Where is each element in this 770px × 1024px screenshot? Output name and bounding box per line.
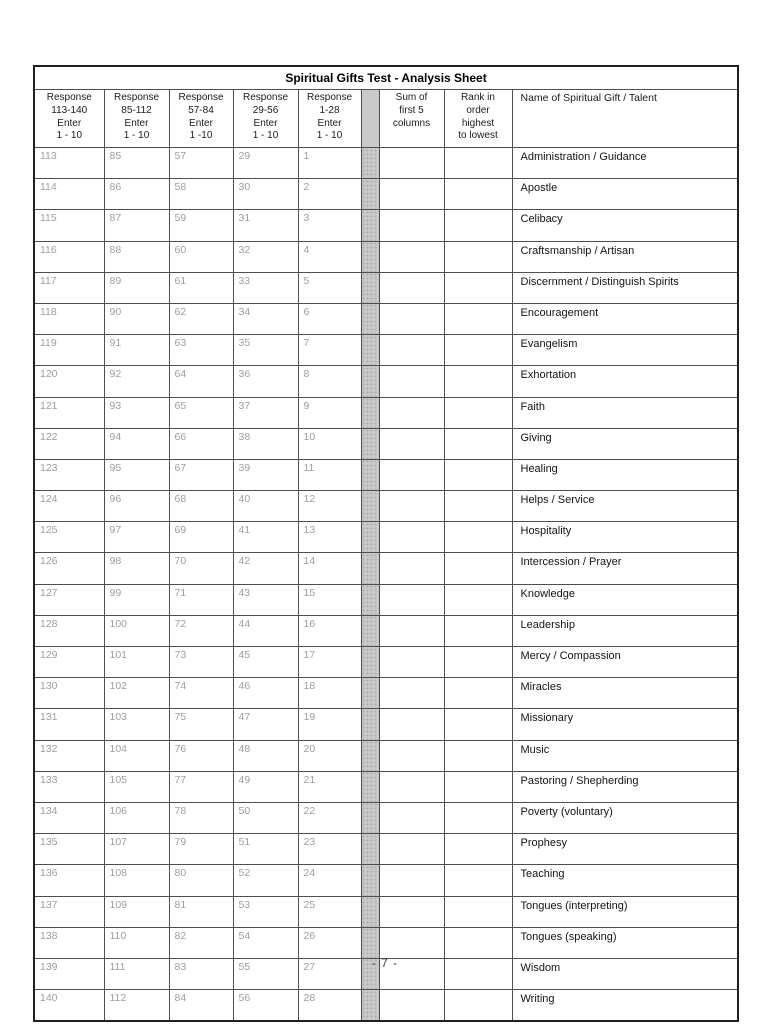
sum-entry-cell — [379, 179, 444, 210]
response-number-cell: 57 — [169, 148, 233, 179]
table-row — [34, 303, 738, 334]
gift-name-cell: Apostle — [512, 179, 738, 210]
table-row — [34, 428, 738, 459]
response-number-cell: 138 — [34, 927, 104, 958]
gift-name-cell: Pastoring / Shepherding — [512, 771, 738, 802]
header-response-29-56: Response 29-56 Enter 1 - 10 — [233, 90, 298, 148]
sum-entry-cell — [379, 522, 444, 553]
gift-name-cell: Intercession / Prayer — [512, 553, 738, 584]
response-number-cell: 81 — [169, 896, 233, 927]
response-number-cell: 103 — [104, 709, 169, 740]
rank-entry-cell — [444, 678, 512, 709]
response-number-cell: 8 — [298, 366, 361, 397]
shaded-divider-cell — [361, 896, 379, 927]
response-number-cell: 136 — [34, 865, 104, 896]
shaded-divider-cell — [361, 865, 379, 896]
response-number-cell: 137 — [34, 896, 104, 927]
response-number-cell: 47 — [233, 709, 298, 740]
sum-entry-cell — [379, 366, 444, 397]
response-number-cell: 83 — [169, 958, 233, 989]
sum-entry-cell — [379, 584, 444, 615]
shaded-divider-cell — [361, 428, 379, 459]
shaded-divider-cell — [361, 522, 379, 553]
sum-entry-cell — [379, 678, 444, 709]
shaded-divider-cell — [361, 553, 379, 584]
rank-entry-cell — [444, 709, 512, 740]
response-number-cell: 96 — [104, 491, 169, 522]
response-number-cell: 54 — [233, 927, 298, 958]
shaded-divider-cell — [361, 459, 379, 490]
response-number-cell: 38 — [233, 428, 298, 459]
response-number-cell: 78 — [169, 802, 233, 833]
response-number-cell: 121 — [34, 397, 104, 428]
header-sum-of-first-5: Sum of first 5 columns — [379, 90, 444, 148]
response-number-cell: 93 — [104, 397, 169, 428]
response-number-cell: 128 — [34, 615, 104, 646]
sum-entry-cell — [379, 397, 444, 428]
table-title: Spiritual Gifts Test - Analysis Sheet — [34, 66, 738, 90]
rank-entry-cell — [444, 179, 512, 210]
shaded-divider-cell — [361, 834, 379, 865]
response-number-cell: 43 — [233, 584, 298, 615]
table-row — [34, 522, 738, 553]
sum-entry-cell — [379, 834, 444, 865]
response-number-cell: 127 — [34, 584, 104, 615]
shaded-divider-cell — [361, 491, 379, 522]
header-response-85-112: Response 85-112 Enter 1 - 10 — [104, 90, 169, 148]
sum-entry-cell — [379, 802, 444, 833]
response-number-cell: 42 — [233, 553, 298, 584]
sum-entry-cell — [379, 709, 444, 740]
response-number-cell: 18 — [298, 678, 361, 709]
response-number-cell: 39 — [233, 459, 298, 490]
gift-name-cell: Hospitality — [512, 522, 738, 553]
table-row — [34, 802, 738, 833]
response-number-cell: 46 — [233, 678, 298, 709]
sum-entry-cell — [379, 303, 444, 334]
table-row — [34, 647, 738, 678]
gift-name-cell: Tongues (interpreting) — [512, 896, 738, 927]
response-number-cell: 106 — [104, 802, 169, 833]
response-number-cell: 79 — [169, 834, 233, 865]
rank-entry-cell — [444, 771, 512, 802]
response-number-cell: 17 — [298, 647, 361, 678]
shaded-divider-cell — [361, 303, 379, 334]
shaded-divider-cell — [361, 740, 379, 771]
table-row — [34, 366, 738, 397]
response-number-cell: 134 — [34, 802, 104, 833]
response-number-cell: 82 — [169, 927, 233, 958]
response-number-cell: 120 — [34, 366, 104, 397]
table-row — [34, 834, 738, 865]
table-row — [34, 771, 738, 802]
sum-entry-cell — [379, 896, 444, 927]
sum-entry-cell — [379, 990, 444, 1022]
response-number-cell: 6 — [298, 303, 361, 334]
table-row — [34, 335, 738, 366]
response-number-cell: 44 — [233, 615, 298, 646]
response-number-cell: 102 — [104, 678, 169, 709]
table-row — [34, 210, 738, 241]
response-number-cell: 124 — [34, 491, 104, 522]
sum-entry-cell — [379, 428, 444, 459]
gift-name-cell: Missionary — [512, 709, 738, 740]
response-number-cell: 125 — [34, 522, 104, 553]
response-number-cell: 89 — [104, 272, 169, 303]
rank-entry-cell — [444, 241, 512, 272]
table-row — [34, 397, 738, 428]
gift-name-cell: Knowledge — [512, 584, 738, 615]
table-row — [34, 179, 738, 210]
response-number-cell: 31 — [233, 210, 298, 241]
response-number-cell: 95 — [104, 459, 169, 490]
response-number-cell: 35 — [233, 335, 298, 366]
response-number-cell: 132 — [34, 740, 104, 771]
response-number-cell: 104 — [104, 740, 169, 771]
response-number-cell: 64 — [169, 366, 233, 397]
gift-name-cell: Poverty (voluntary) — [512, 802, 738, 833]
response-number-cell: 7 — [298, 335, 361, 366]
response-number-cell: 123 — [34, 459, 104, 490]
rank-entry-cell — [444, 366, 512, 397]
rank-entry-cell — [444, 428, 512, 459]
response-number-cell: 87 — [104, 210, 169, 241]
response-number-cell: 67 — [169, 459, 233, 490]
rank-entry-cell — [444, 615, 512, 646]
response-number-cell: 113 — [34, 148, 104, 179]
response-number-cell: 63 — [169, 335, 233, 366]
shaded-divider-cell — [361, 272, 379, 303]
rank-entry-cell — [444, 397, 512, 428]
gift-name-cell: Healing — [512, 459, 738, 490]
sum-entry-cell — [379, 740, 444, 771]
response-number-cell: 130 — [34, 678, 104, 709]
response-number-cell: 56 — [233, 990, 298, 1022]
rank-entry-cell — [444, 491, 512, 522]
gift-name-cell: Evangelism — [512, 335, 738, 366]
sum-entry-cell — [379, 335, 444, 366]
response-number-cell: 16 — [298, 615, 361, 646]
response-number-cell: 11 — [298, 459, 361, 490]
response-number-cell: 112 — [104, 990, 169, 1022]
shaded-divider-cell — [361, 210, 379, 241]
response-number-cell: 27 — [298, 958, 361, 989]
response-number-cell: 91 — [104, 335, 169, 366]
response-number-cell: 1 — [298, 148, 361, 179]
header-response-1-28: Response 1-28 Enter 1 - 10 — [298, 90, 361, 148]
table-row — [34, 148, 738, 179]
response-number-cell: 61 — [169, 272, 233, 303]
response-number-cell: 26 — [298, 927, 361, 958]
response-number-cell: 69 — [169, 522, 233, 553]
response-number-cell: 100 — [104, 615, 169, 646]
response-number-cell: 126 — [34, 553, 104, 584]
response-number-cell: 92 — [104, 366, 169, 397]
gift-name-cell: Music — [512, 740, 738, 771]
shaded-divider-cell — [361, 678, 379, 709]
spiritual-gifts-analysis-table — [33, 65, 739, 1022]
response-number-cell: 129 — [34, 647, 104, 678]
shaded-divider-cell — [361, 615, 379, 646]
response-number-cell: 94 — [104, 428, 169, 459]
gift-name-cell: Leadership — [512, 615, 738, 646]
rank-entry-cell — [444, 740, 512, 771]
shaded-divider-cell — [361, 366, 379, 397]
response-number-cell: 105 — [104, 771, 169, 802]
response-number-cell: 41 — [233, 522, 298, 553]
response-number-cell: 40 — [233, 491, 298, 522]
gift-name-cell: Teaching — [512, 865, 738, 896]
response-number-cell: 22 — [298, 802, 361, 833]
shaded-divider-cell — [361, 709, 379, 740]
table-row — [34, 459, 738, 490]
response-number-cell: 133 — [34, 771, 104, 802]
sum-entry-cell — [379, 553, 444, 584]
response-number-cell: 49 — [233, 771, 298, 802]
table-row — [34, 927, 738, 958]
rank-entry-cell — [444, 303, 512, 334]
rank-entry-cell — [444, 272, 512, 303]
shaded-divider-cell — [361, 802, 379, 833]
table-row — [34, 865, 738, 896]
rank-entry-cell — [444, 834, 512, 865]
response-number-cell: 14 — [298, 553, 361, 584]
response-number-cell: 119 — [34, 335, 104, 366]
response-number-cell: 76 — [169, 740, 233, 771]
response-number-cell: 72 — [169, 615, 233, 646]
shaded-divider-cell — [361, 647, 379, 678]
sum-entry-cell — [379, 491, 444, 522]
table-row — [34, 584, 738, 615]
shaded-divider-cell — [361, 927, 379, 958]
response-number-cell: 86 — [104, 179, 169, 210]
response-number-cell: 4 — [298, 241, 361, 272]
response-number-cell: 116 — [34, 241, 104, 272]
gift-name-cell: Tongues (speaking) — [512, 927, 738, 958]
response-number-cell: 15 — [298, 584, 361, 615]
response-number-cell: 84 — [169, 990, 233, 1022]
response-number-cell: 60 — [169, 241, 233, 272]
response-number-cell: 140 — [34, 990, 104, 1022]
gift-name-cell: Writing — [512, 990, 738, 1022]
response-number-cell: 68 — [169, 491, 233, 522]
response-number-cell: 115 — [34, 210, 104, 241]
rank-entry-cell — [444, 802, 512, 833]
header-response-57-84: Response 57-84 Enter 1 -10 — [169, 90, 233, 148]
shaded-divider-cell — [361, 397, 379, 428]
gift-name-cell: Mercy / Compassion — [512, 647, 738, 678]
gift-name-cell: Faith — [512, 397, 738, 428]
response-number-cell: 12 — [298, 491, 361, 522]
gift-name-cell: Celibacy — [512, 210, 738, 241]
rank-entry-cell — [444, 927, 512, 958]
table-row — [34, 241, 738, 272]
response-number-cell: 5 — [298, 272, 361, 303]
table-row — [34, 272, 738, 303]
rank-entry-cell — [444, 990, 512, 1022]
sum-entry-cell — [379, 771, 444, 802]
rank-entry-cell — [444, 148, 512, 179]
response-number-cell: 101 — [104, 647, 169, 678]
response-number-cell: 3 — [298, 210, 361, 241]
gift-name-cell: Helps / Service — [512, 491, 738, 522]
gift-name-cell: Exhortation — [512, 366, 738, 397]
table-row — [34, 709, 738, 740]
response-number-cell: 2 — [298, 179, 361, 210]
response-number-cell: 99 — [104, 584, 169, 615]
response-number-cell: 65 — [169, 397, 233, 428]
gift-name-cell: Discernment / Distinguish Spirits — [512, 272, 738, 303]
shaded-divider-cell — [361, 241, 379, 272]
rank-entry-cell — [444, 865, 512, 896]
rank-entry-cell — [444, 335, 512, 366]
response-number-cell: 107 — [104, 834, 169, 865]
response-number-cell: 118 — [34, 303, 104, 334]
response-number-cell: 117 — [34, 272, 104, 303]
table-title-row — [34, 66, 738, 90]
response-number-cell: 33 — [233, 272, 298, 303]
response-number-cell: 51 — [233, 834, 298, 865]
shaded-divider-cell — [361, 584, 379, 615]
response-number-cell: 29 — [233, 148, 298, 179]
sum-entry-cell — [379, 927, 444, 958]
sum-entry-cell — [379, 615, 444, 646]
response-number-cell: 55 — [233, 958, 298, 989]
response-number-cell: 34 — [233, 303, 298, 334]
response-number-cell: 48 — [233, 740, 298, 771]
response-number-cell: 19 — [298, 709, 361, 740]
header-gift-name: Name of Spiritual Gift / Talent — [512, 90, 738, 148]
analysis-sheet — [33, 65, 739, 1022]
gift-name-cell: Encouragement — [512, 303, 738, 334]
response-number-cell: 10 — [298, 428, 361, 459]
shaded-divider-cell — [361, 179, 379, 210]
response-number-cell: 32 — [233, 241, 298, 272]
response-number-cell: 74 — [169, 678, 233, 709]
response-number-cell: 135 — [34, 834, 104, 865]
gift-name-cell: Craftsmanship / Artisan — [512, 241, 738, 272]
gift-name-cell: Giving — [512, 428, 738, 459]
response-number-cell: 88 — [104, 241, 169, 272]
response-number-cell: 28 — [298, 990, 361, 1022]
response-number-cell: 97 — [104, 522, 169, 553]
rank-entry-cell — [444, 553, 512, 584]
shaded-divider-cell — [361, 771, 379, 802]
sum-entry-cell — [379, 210, 444, 241]
response-number-cell: 59 — [169, 210, 233, 241]
response-number-cell: 13 — [298, 522, 361, 553]
gift-name-cell: Wisdom — [512, 958, 738, 989]
header-shaded-divider — [361, 90, 379, 148]
response-number-cell: 75 — [169, 709, 233, 740]
rank-entry-cell — [444, 896, 512, 927]
response-number-cell: 24 — [298, 865, 361, 896]
shaded-divider-cell — [361, 990, 379, 1022]
page-number: - 7 - — [371, 956, 399, 970]
response-number-cell: 37 — [233, 397, 298, 428]
response-number-cell: 66 — [169, 428, 233, 459]
sum-entry-cell — [379, 459, 444, 490]
sum-entry-cell — [379, 148, 444, 179]
table-row — [34, 896, 738, 927]
response-number-cell: 36 — [233, 366, 298, 397]
table-body — [34, 148, 738, 1022]
response-number-cell: 98 — [104, 553, 169, 584]
rank-entry-cell — [444, 647, 512, 678]
table-row — [34, 678, 738, 709]
response-number-cell: 131 — [34, 709, 104, 740]
response-number-cell: 85 — [104, 148, 169, 179]
table-row — [34, 553, 738, 584]
rank-entry-cell — [444, 584, 512, 615]
response-number-cell: 114 — [34, 179, 104, 210]
response-number-cell: 70 — [169, 553, 233, 584]
response-number-cell: 30 — [233, 179, 298, 210]
header-response-113-140: Response 113-140 Enter 1 - 10 — [34, 90, 104, 148]
response-number-cell: 111 — [104, 958, 169, 989]
response-number-cell: 50 — [233, 802, 298, 833]
response-number-cell: 122 — [34, 428, 104, 459]
response-number-cell: 45 — [233, 647, 298, 678]
response-number-cell: 71 — [169, 584, 233, 615]
sum-entry-cell — [379, 647, 444, 678]
response-number-cell: 20 — [298, 740, 361, 771]
response-number-cell: 9 — [298, 397, 361, 428]
table-header-row — [34, 90, 738, 148]
response-number-cell: 21 — [298, 771, 361, 802]
response-number-cell: 139 — [34, 958, 104, 989]
table-row — [34, 990, 738, 1022]
response-number-cell: 109 — [104, 896, 169, 927]
header-rank-in-order: Rank in order highest to lowest — [444, 90, 512, 148]
rank-entry-cell — [444, 522, 512, 553]
response-number-cell: 23 — [298, 834, 361, 865]
rank-entry-cell — [444, 459, 512, 490]
sum-entry-cell — [379, 241, 444, 272]
shaded-divider-cell — [361, 148, 379, 179]
gift-name-cell: Administration / Guidance — [512, 148, 738, 179]
response-number-cell: 110 — [104, 927, 169, 958]
response-number-cell: 58 — [169, 179, 233, 210]
response-number-cell: 62 — [169, 303, 233, 334]
response-number-cell: 25 — [298, 896, 361, 927]
response-number-cell: 73 — [169, 647, 233, 678]
response-number-cell: 53 — [233, 896, 298, 927]
sum-entry-cell — [379, 272, 444, 303]
rank-entry-cell — [444, 210, 512, 241]
table-row — [34, 740, 738, 771]
table-row — [34, 491, 738, 522]
response-number-cell: 77 — [169, 771, 233, 802]
shaded-divider-cell — [361, 335, 379, 366]
gift-name-cell: Miracles — [512, 678, 738, 709]
sum-entry-cell — [379, 865, 444, 896]
response-number-cell: 108 — [104, 865, 169, 896]
gift-name-cell: Prophesy — [512, 834, 738, 865]
response-number-cell: 52 — [233, 865, 298, 896]
table-row — [34, 615, 738, 646]
response-number-cell: 80 — [169, 865, 233, 896]
response-number-cell: 90 — [104, 303, 169, 334]
